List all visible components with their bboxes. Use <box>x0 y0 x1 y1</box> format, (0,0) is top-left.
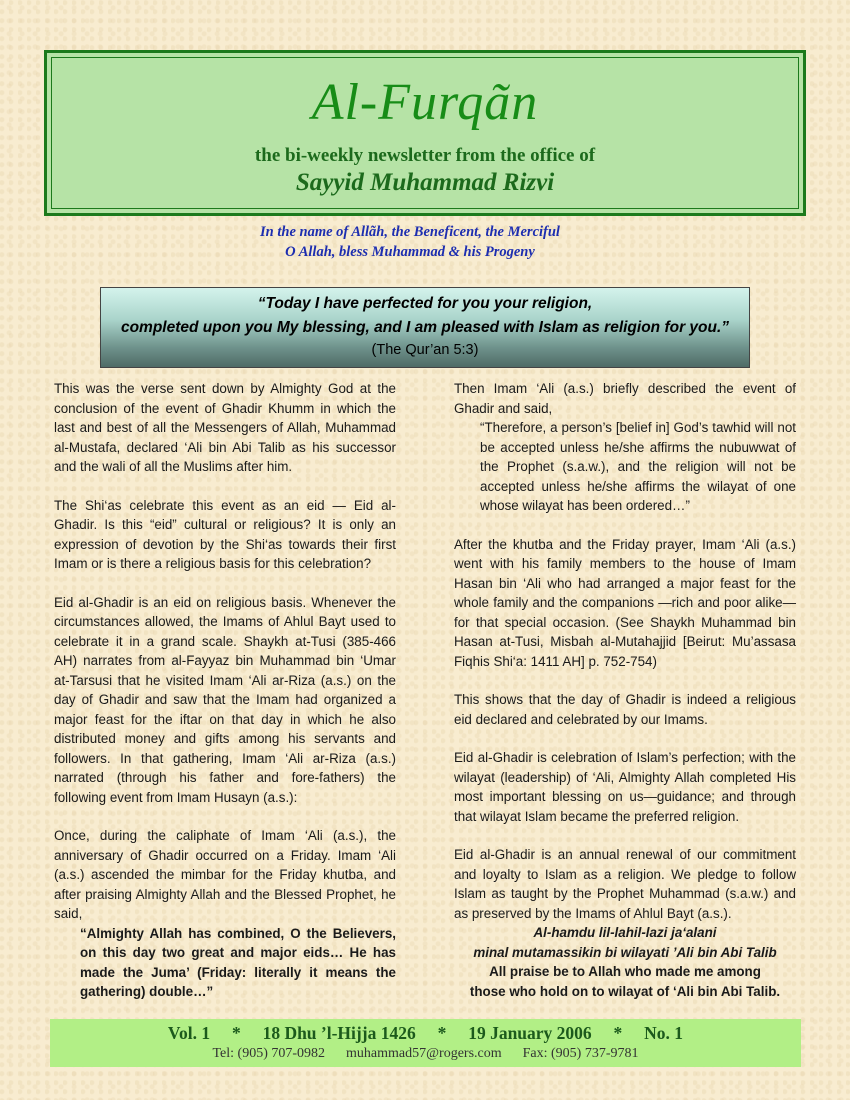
invocation-line-1: In the name of Allãh, the Beneficent, the Merciful <box>260 224 560 240</box>
verse-line-1: “Today I have perfected for you your religion, <box>257 295 593 312</box>
contact-info: Tel: (905) 707-0982 muhammad57@rogers.com Fax: (905) 737-9781 <box>212 1046 639 1061</box>
newsletter-subtitle: the bi-weekly newsletter from the office of <box>254 145 596 166</box>
verse-citation: (The Qur’an 5:3) <box>371 342 479 358</box>
closing-translation-1: All praise be to Allah who made me among <box>489 964 761 979</box>
left-paragraph-3: Eid al-Ghadir is an eid on religious basis. Whenever the circumstances allowed, the Imams of Ahlul Bayt used to celebrate it in a grand scale. Shaykh at-Tusi (385-466 AH) narrates from al-Fayyaz bin Muhammad bin ‘Umar at-Tarsusi that he visited Imam ‘Ali ar-Riza (a.s.) on the day of Ghadir and saw that the Imam had organized a major feast for the iftar on that day in which he also distributed money and gifts among his servants and followers. In that gathering, Imam ‘Ali ar-Riza (a.s.) narrated (through his father and fore-fathers) the following event from Imam Husayn (a.s.): <box>54 594 396 805</box>
right-paragraph-4: Eid al-Ghadir is celebration of Islam’s perfection; with the wilayat (leadership) of ‘Ali, Almighty Allah completed His most important blessing on us—guidance; and through that wilayat Islam became the preferred religion. <box>454 750 796 824</box>
issue-info: Vol. 1 * 18 Dhu ’l-Hijja 1426 * 19 January 2006 * No. 1 <box>167 1023 684 1043</box>
left-column <box>54 379 396 1021</box>
issue-footer <box>50 1019 801 1067</box>
left-paragraph-1: This was the verse sent down by Almighty God at the conclusion of the event of Ghadir Khumm in which the last and best of all the Messengers of Allah, Muhammad al-Mustafa, declared ‘Ali bin Abi Talib as his successor and the wali of all the Muslims after him. <box>54 381 396 474</box>
right-column <box>454 379 796 1001</box>
invocation-line-2: O Allah, bless Muhammad & his Progeny <box>285 244 535 260</box>
imam-ali-quote: “Almighty Allah has combined, O the Believers, on this day two great and major eids… He has made the Juma’ (Friday: literally it means the gathering) double…” <box>80 925 396 999</box>
right-paragraph-3: This shows that the day of Ghadir is indeed a religious eid declared and celebrated by our Imams. <box>454 692 796 727</box>
right-paragraph-1: Then Imam ‘Ali (a.s.) briefly described the event of Ghadir and said, <box>454 381 796 416</box>
left-paragraph-4: Once, during the caliphate of Imam ‘Ali (a.s.), the anniversary of Ghadir occurred on a Friday. Imam ‘Ali (a.s.) ascended the mimbar for the Friday khutba, and after praising Almighty Allah and the Blessed Prophet, he said, <box>54 828 396 921</box>
closing-transliteration-2: minal mutamassikin bi wilayati ’Ali bin Abi Talib <box>473 944 777 960</box>
quran-verse-box <box>100 287 750 368</box>
verse-line-2: completed upon you My blessing, and I am pleased with Islam as religion for you.” <box>120 319 730 336</box>
closing-translation-2: those who hold on to wilayat of ‘Ali bin Abi Talib. <box>469 983 781 999</box>
right-paragraph-2: After the khutba and the Friday prayer, Imam ‘Ali (a.s.) went with his family members to the house of Imam Hasan bin ‘Ali who had arranged a major feast for the whole family and the companions —rich and poor alike— for that special occasion. (See Shaykh Muhammad bin Hasan at-Tusi, Misbah al-Mutahajjid [Beirut: Mu’assasa Fiqhis Shi‘a: 1411 AH] p. 752-754) <box>454 536 796 669</box>
closing-transliteration-1: Al-hamdu lil-lahil-lazi ja‘alani <box>533 925 717 940</box>
tawhid-quote: “Therefore, a person’s [belief in] God’s tawhid will not be accepted unless he/she affirms the nubuwwat of the Prophet (s.a.w.), and the religion will not be accepted unless he/she affirms the wilayat of one whose wilayat has been ordered…” <box>480 420 796 513</box>
author-name: Sayyid Muhammad Rizvi <box>295 169 555 196</box>
newsletter-title: Al-Furqãn <box>311 74 539 131</box>
left-paragraph-2: The Shi‘as celebrate this event as an eid — Eid al-Ghadir. Is this “eid” cultural or religious? It is only an expression of devotion by the Shi‘as towards their first Imam or is there a religious basis for this celebration? <box>54 497 396 571</box>
masthead <box>44 50 806 216</box>
right-paragraph-5: Eid al-Ghadir is an annual renewal of our commitment and loyalty to Islam as a religion. We pledge to follow Islam as taught by the Prophet Muhammad (s.a.w.) and as preserved by the Imams of Ahlul Bayt (a.s.). <box>454 847 796 921</box>
